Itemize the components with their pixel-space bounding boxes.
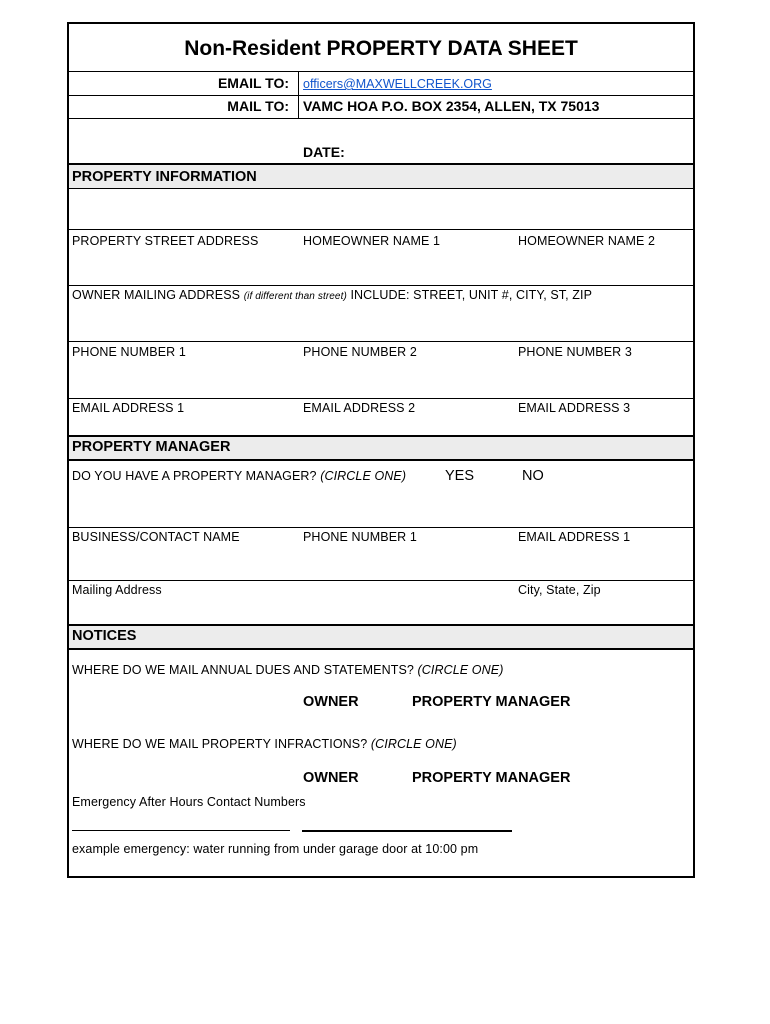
divider <box>69 71 693 72</box>
dues-question-text: WHERE DO WE MAIL ANNUAL DUES AND STATEMENTS? <box>72 663 414 677</box>
section-heading-property-info: PROPERTY INFORMATION <box>72 169 257 185</box>
divider <box>69 188 693 189</box>
emergency-contact-label: Emergency After Hours Contact Numbers <box>72 795 306 809</box>
infractions-question <box>72 738 457 751</box>
owner-mailing-prefix: OWNER MAILING ADDRESS <box>72 288 241 302</box>
dues-owner-option[interactable]: OWNER <box>303 694 359 710</box>
date-label: DATE: <box>303 144 345 160</box>
emergency-number-line-2[interactable] <box>302 830 512 832</box>
email-to-link[interactable]: officers@MAXWELLCREEK.ORG <box>303 77 492 91</box>
dues-property-manager-option[interactable]: PROPERTY MANAGER <box>412 694 571 710</box>
email-address-1-label: EMAIL ADDRESS 1 <box>72 401 185 415</box>
mail-to-label: MAIL TO: <box>227 98 289 114</box>
divider <box>69 624 693 626</box>
pm-city-state-zip-label: City, State, Zip <box>518 583 601 597</box>
dues-question <box>72 664 503 677</box>
divider <box>69 341 693 342</box>
pm-phone-number-1-label: PHONE NUMBER 1 <box>303 530 417 544</box>
pm-mailing-address-label: Mailing Address <box>72 583 162 597</box>
pm-email-address-1-label: EMAIL ADDRESS 1 <box>518 530 631 544</box>
divider <box>69 648 693 650</box>
pm-question-text: DO YOU HAVE A PROPERTY MANAGER? <box>72 469 317 483</box>
section-heading-property-manager: PROPERTY MANAGER <box>72 439 231 455</box>
infractions-property-manager-option[interactable]: PROPERTY MANAGER <box>412 770 571 786</box>
divider <box>69 163 693 165</box>
yes-option[interactable]: YES <box>445 468 475 484</box>
divider <box>69 459 693 461</box>
divider <box>69 285 693 286</box>
homeowner-name-1-label: HOMEOWNER NAME 1 <box>303 234 441 248</box>
mail-to-address: VAMC HOA P.O. BOX 2354, ALLEN, TX 75013 <box>303 98 600 114</box>
property-manager-question <box>72 470 406 483</box>
email-address-2-label: EMAIL ADDRESS 2 <box>303 401 416 415</box>
divider <box>69 435 693 437</box>
property-data-sheet-form <box>67 22 695 878</box>
owner-mailing-note: (if different than street) <box>243 291 347 302</box>
emergency-example-text: example emergency: water running from under garage door at 10:00 pm <box>72 842 479 856</box>
email-to-label: EMAIL TO: <box>217 75 289 91</box>
owner-mailing-suffix: INCLUDE: STREET, UNIT #, CITY, ST, ZIP <box>350 288 593 302</box>
homeowner-name-2-label: HOMEOWNER NAME 2 <box>518 234 656 248</box>
phone-number-2-label: PHONE NUMBER 2 <box>303 345 417 359</box>
phone-number-3-label: PHONE NUMBER 3 <box>518 345 632 359</box>
divider <box>69 118 693 119</box>
divider <box>69 95 693 96</box>
divider <box>69 398 693 399</box>
section-heading-notices: NOTICES <box>72 628 137 644</box>
email-address-3-label: EMAIL ADDRESS 3 <box>518 401 631 415</box>
pm-circle-note: (CIRCLE ONE) <box>320 469 407 483</box>
street-address-label: PROPERTY STREET ADDRESS <box>72 234 259 248</box>
infractions-owner-option[interactable]: OWNER <box>303 770 359 786</box>
divider <box>69 229 693 230</box>
divider <box>69 527 693 528</box>
infractions-circle-note: (CIRCLE ONE) <box>370 737 457 751</box>
page-title: Non-Resident PROPERTY DATA SHEET <box>184 37 578 60</box>
emergency-number-line-1[interactable] <box>72 830 290 831</box>
phone-number-1-label: PHONE NUMBER 1 <box>72 345 186 359</box>
business-contact-name-label: BUSINESS/CONTACT NAME <box>72 530 240 544</box>
owner-mailing-address-label <box>72 289 592 302</box>
dues-circle-note: (CIRCLE ONE) <box>417 663 504 677</box>
divider <box>69 580 693 581</box>
infractions-question-text: WHERE DO WE MAIL PROPERTY INFRACTIONS? <box>72 737 368 751</box>
section-band <box>69 625 693 649</box>
no-option[interactable]: NO <box>522 468 544 484</box>
